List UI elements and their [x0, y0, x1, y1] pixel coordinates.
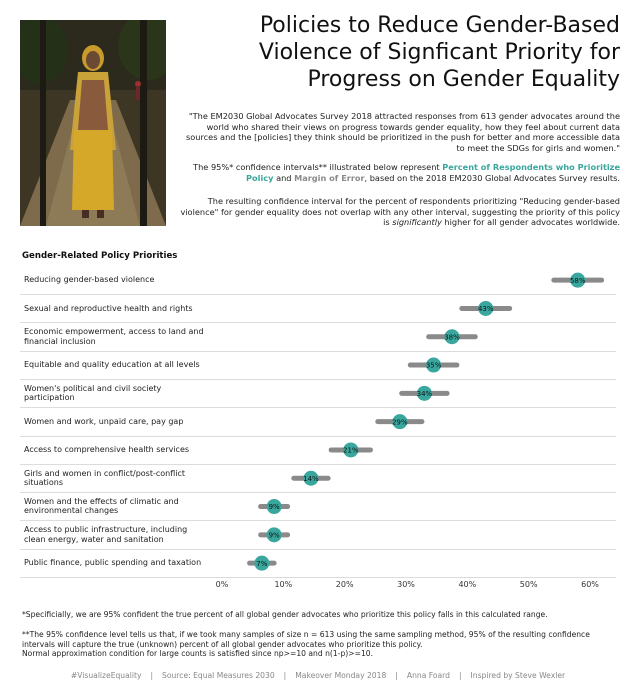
percent-data-label: 29%: [392, 418, 408, 427]
legend-percent-highlight: Percent of Respondents who Prioritize Policy: [246, 162, 620, 183]
percent-data-label: 9%: [268, 531, 280, 540]
policy-label-text: Women's political and civil society participation: [24, 383, 162, 403]
footer: [0, 671, 636, 680]
percent-data-label: 9%: [268, 503, 280, 512]
footer-separator: |: [458, 671, 462, 680]
footer-separator: |: [395, 671, 398, 680]
intro-confidence-text: The 95%* confidence intervals** illustrated below represent: [193, 162, 443, 172]
policy-label-text: Access to comprehensive health services: [24, 445, 190, 454]
footnote-sampling-text: **The 95% confidence level tells us that, if we took many samples of size n = 613 using the same sampling method, 95% of the resulting confidence intervals will capture the true (unknown) percent of all global gender advocates who prioritize this policy.: [22, 630, 590, 649]
policy-label-text: Economic empowerment, access to land and financial inclusion: [24, 327, 204, 346]
x-tick-label: 50%: [519, 580, 538, 589]
percent-data-label: 43%: [477, 305, 494, 314]
footer-separator: |: [150, 671, 154, 680]
intro-result-emphasis: significantly: [392, 217, 442, 228]
policy-label-text: Access to public infrastructure, including clean energy, water and sanitation: [24, 525, 188, 544]
footer-source: Source: Equal Measures 2030: [162, 671, 275, 680]
percent-data-label: 34%: [416, 389, 433, 398]
footnote-sampling: [22, 630, 622, 659]
chart-title: Gender-Related Policy Priorities: [22, 251, 178, 261]
title-line-1: Policies to Reduce Gender-Based: [259, 13, 620, 38]
footer-separator: |: [283, 671, 287, 680]
policy-label-text: Sexual and reproductive health and rights: [24, 303, 193, 313]
intro-result-tail: higher for all gender advocates worldwide.: [441, 217, 620, 228]
footer-author: Anna Foard: [406, 671, 450, 680]
percent-data-label: 58%: [569, 276, 586, 285]
footnote-confidence: *Specificially, we are 95% confident the true percent of all global gender advocates who prioritize this policy falls in this calculated range.: [22, 610, 548, 619]
footnote-normal-approx: Normal approximation condition for large counts is satisfied since np>=10 and n(1-p)>=10.: [22, 649, 374, 659]
x-tick-label: 30%: [397, 580, 415, 589]
x-tick-label: 0%: [215, 580, 229, 589]
title-line-3: Progress on Gender Equality: [307, 67, 620, 92]
percent-data-label: 35%: [425, 361, 442, 370]
legend-margin-highlight: Margin of Error: [294, 172, 365, 183]
policy-label-text: Equitable and quality education at all levels: [24, 360, 200, 370]
x-tick-label: 20%: [335, 580, 354, 589]
percent-data-label: 7%: [256, 559, 268, 568]
intro-confidence-and: and: [273, 172, 295, 183]
policy-label-text: Public finance, public spending and taxation: [24, 558, 202, 568]
policy-label-text: Women and the effects of climatic and environmental changes: [24, 496, 179, 516]
footer-hashtag: #VisualizeEquality: [70, 671, 142, 680]
policy-label-text: Girls and women in conflict/post-conflict situations: [24, 468, 186, 488]
percent-data-label: 21%: [343, 446, 359, 455]
footer-credit: Inspired by Steve Wexler: [470, 671, 566, 680]
x-tick-label: 10%: [274, 580, 293, 589]
x-tick-label: 40%: [458, 580, 477, 589]
percent-data-label: 38%: [444, 333, 460, 342]
policy-label-text: Women and work, unpaid care, pay gap: [24, 416, 184, 426]
policy-label-text: Reducing gender-based violence: [24, 275, 155, 285]
footer-event: Makeover Monday 2018: [295, 671, 387, 680]
title-line-2: Violence of Signficant Priority for: [258, 40, 620, 65]
intro-result-text: The resulting confidence interval for the percent of respondents prioritizing "Reducing gender-based violence" for gender equality does not overlap with any other interval, suggesting the priority of this policy is: [180, 196, 620, 228]
x-tick-label: 60%: [581, 580, 599, 589]
intro-confidence-tail: , based on the 2018 EM2030 Global Advocates Survey results.: [364, 172, 620, 183]
intro-quote: "The EM2030 Global Advocates Survey 2018 attracted responses from 613 gender advocates around the world who shared their views on progress towards gender equality, how they feel about current data sources and the [policies] they think should be prioritized in the push for better and more accessible data to meet the SDGs for girls and women.": [186, 111, 620, 153]
percent-data-label: 14%: [303, 474, 319, 483]
